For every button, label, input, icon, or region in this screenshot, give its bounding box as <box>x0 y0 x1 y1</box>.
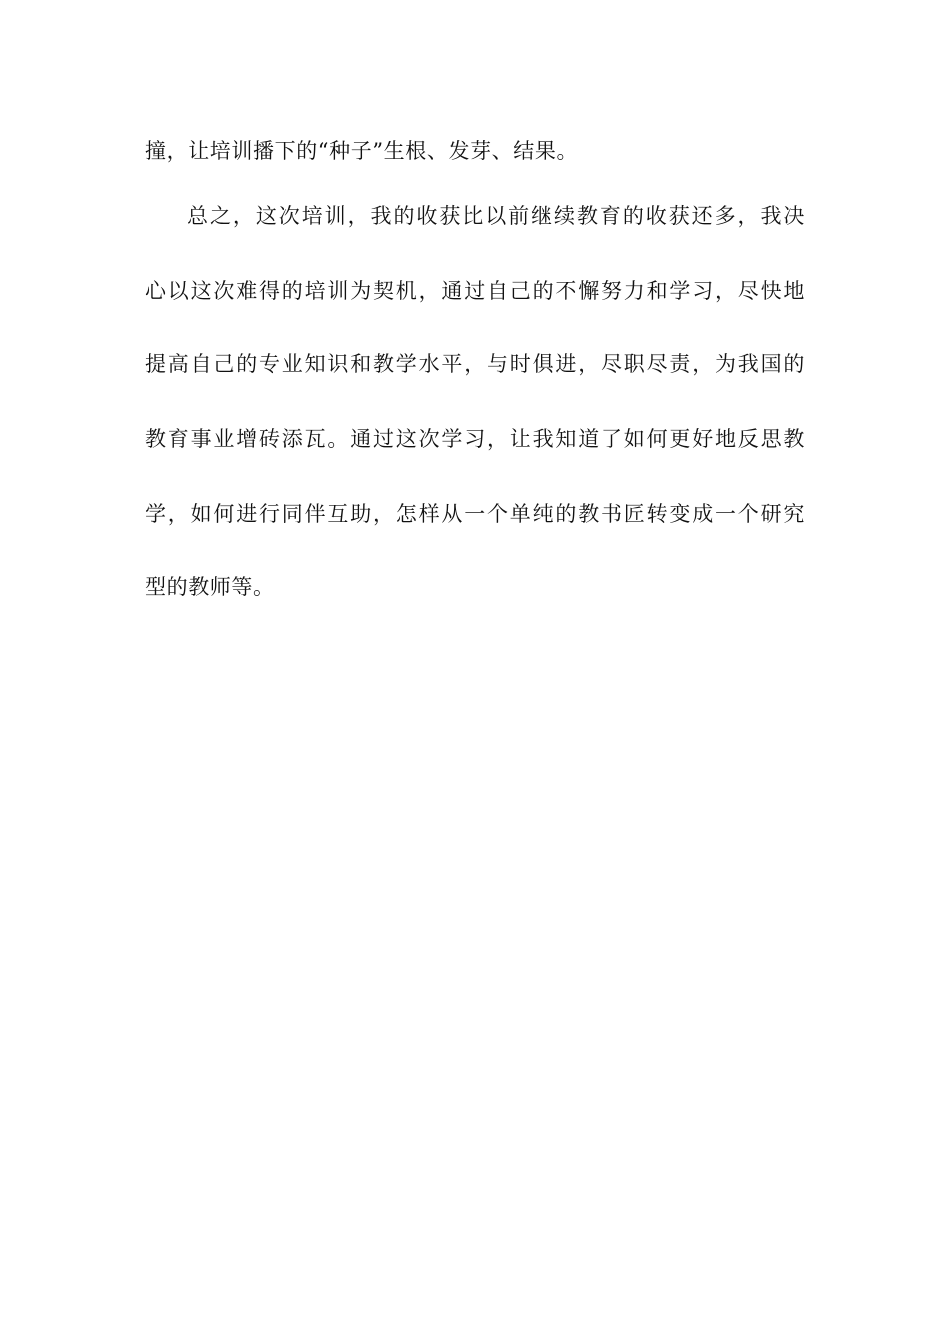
body-text-line: 心以这次难得的培训为契机，通过自己的不懈努力和学习，尽快地 <box>145 279 805 303</box>
body-text-line: 提高自己的专业知识和教学水平，与时俱进，尽职尽责，为我国的 <box>145 352 805 376</box>
body-text-line: 型的教师等。 <box>145 575 275 599</box>
body-text-line: 学，如何进行同伴互助，怎样从一个单纯的教书匠转变成一个研究 <box>145 502 805 526</box>
body-text-line: 教育事业增砖添瓦。通过这次学习，让我知道了如何更好地反思教 <box>145 427 805 451</box>
paragraph-first-line: 总之，这次培训，我的收获比以前继续教育的收获还多，我决 <box>187 204 805 228</box>
body-text-line: 撞，让培训播下的“种子”生根、发芽、结果。 <box>145 139 579 163</box>
